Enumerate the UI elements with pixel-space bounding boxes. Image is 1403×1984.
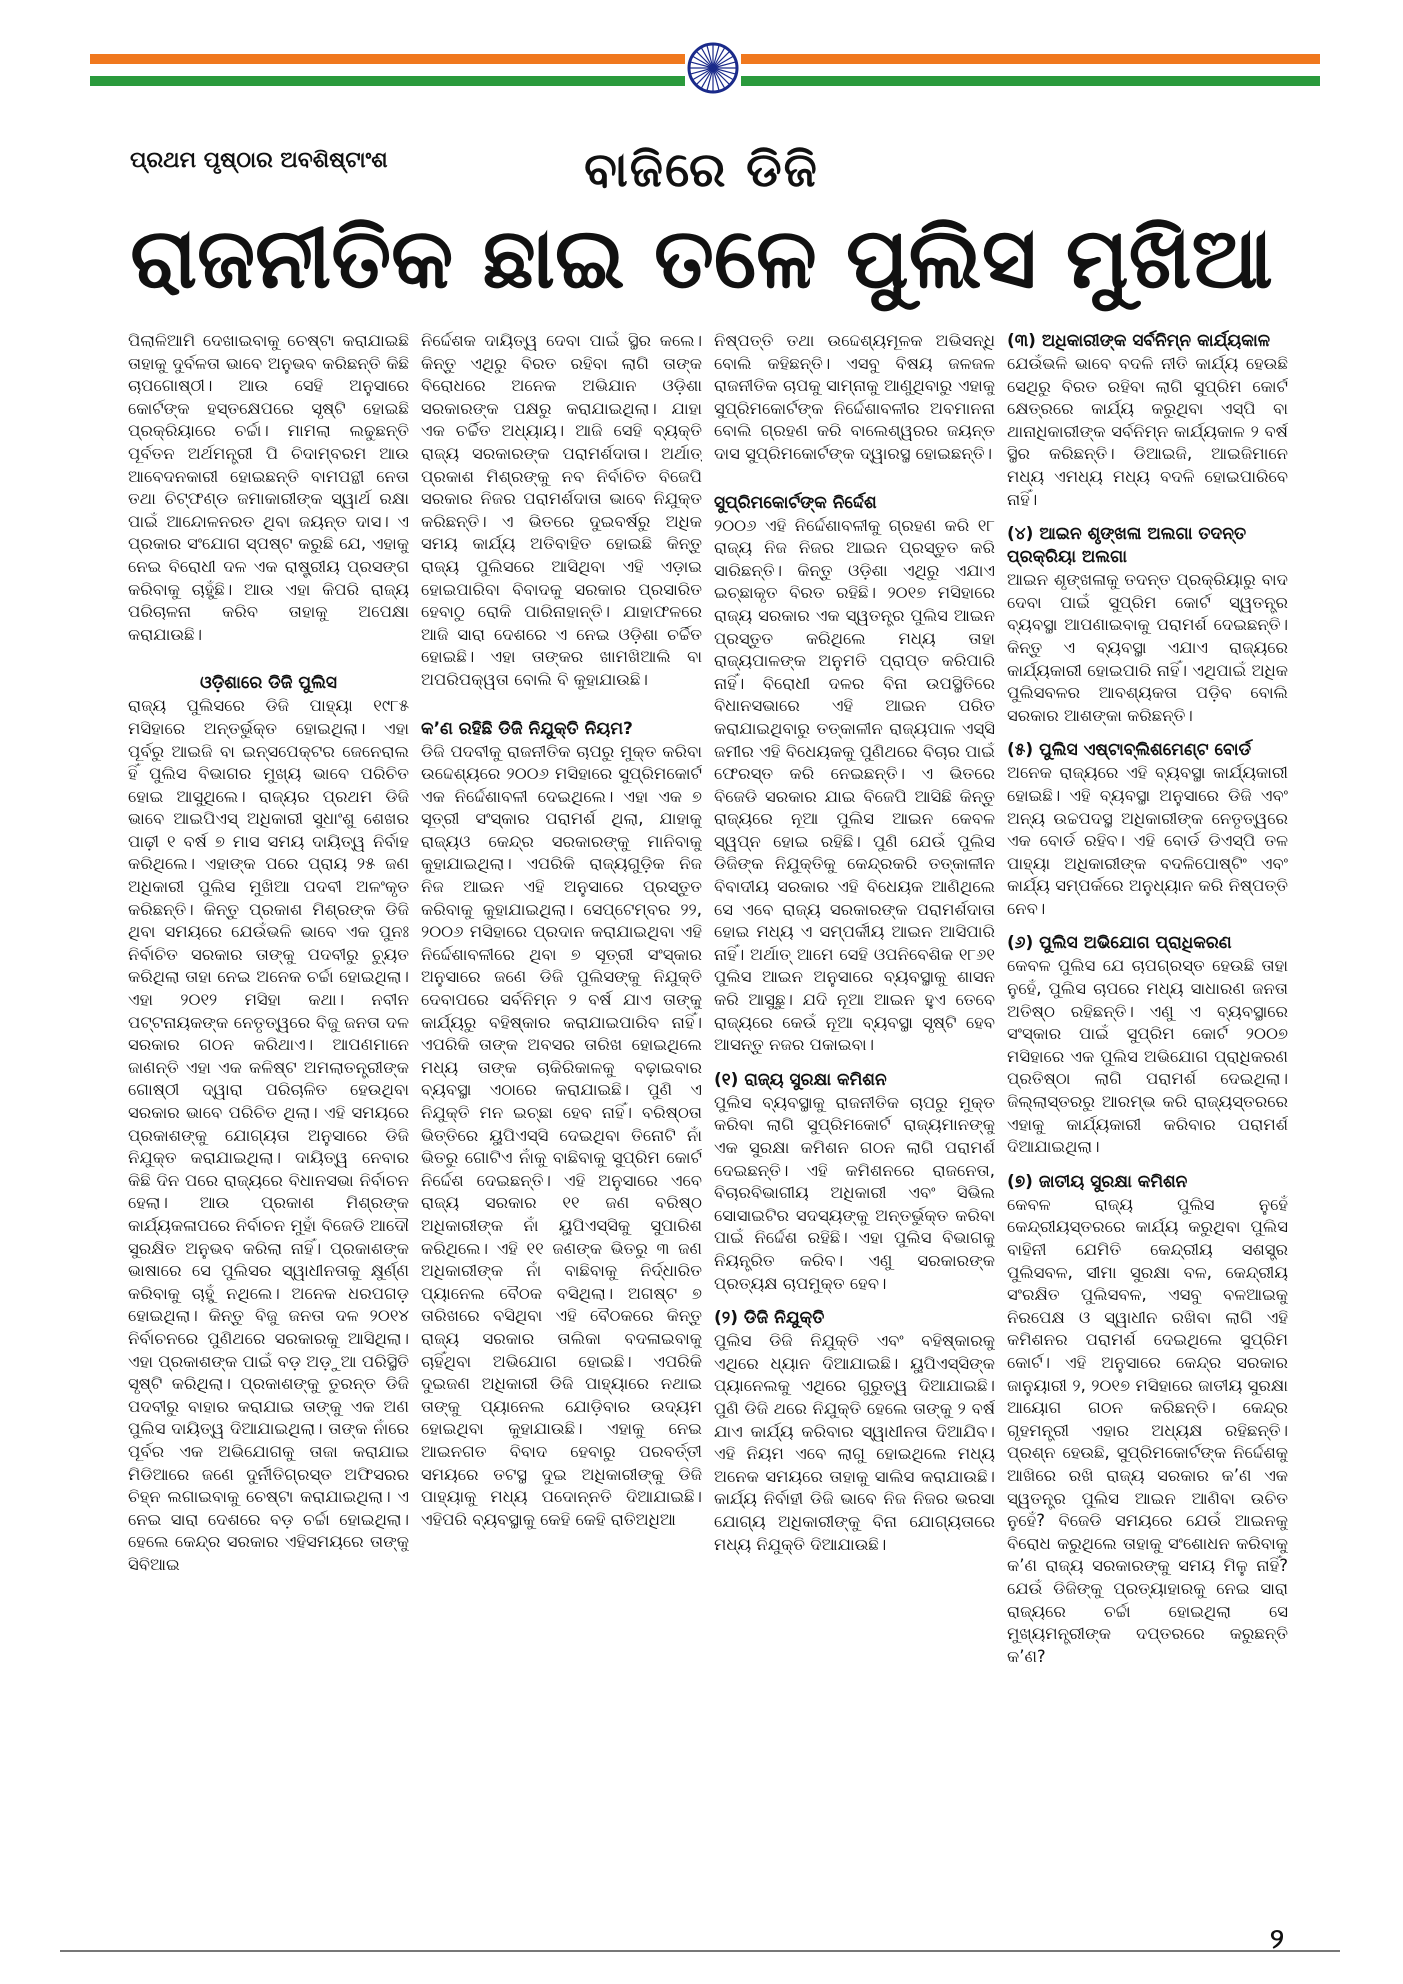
paragraph: ପୁଲିସ ଡିଜି ନିଯୁକ୍ତି ଏବଂ ବହିଷ୍କାରକୁ ଏଥିରେ ଧ୍ୟାନ ଦିଆଯାଇଛି। ୟୁପିଏସ୍‌ସିଙ୍କ ପ୍ୟାନେଲକୁ ଏଥିରେ ଗୁରୁତ୍ୱ ଦିଆଯାଇଛି। ପୁଣି ଡିଜି ଥରେ ନିଯୁକ୍ତି ହେଲେ ତାଙ୍କୁ ୨ ବର୍ଷ ଯାଏ କାର୍ଯ୍ୟ କରିବାର ସ୍ୱାଧୀନତା ଦିଆଯିବ। ଏହି ନିୟମ ଏବେ ଲାଗୁ ହୋଇଥିଲେ ମଧ୍ୟ ଅନେକ ସମୟରେ ତାହାକୁ ସାଲିସ କରାଯାଉଛି। କାର୍ଯ୍ୟ ନିର୍ବାହୀ ଡିଜି ଭାବେ ନିଜ ନିଜର ଭରସା ଯୋଗ୍ୟ ଅଧିକାରୀଙ୍କୁ ବିନା ଯୋଗ୍ୟତାରେ ମଧ୍ୟ ନିଯୁକ୍ତି ଦିଆଯାଉଛି। [714,1331,995,1554]
section-label: ପ୍ରଥମ ପୃଷ୍ଠାର ଅବଶିଷ୍ଟାଂଶ [130,148,388,173]
headline: ରାଜନୀତିକ ଛାଇ ତଳେ ପୁଲିସ ମୁଖିଆ [130,209,1273,307]
paragraph: ରାଜ୍ୟ ପୁଲିସରେ ଡିଜି ପାହ୍ୟା ୧୯୮୫ ମସିହାରେ ଅନ୍ତର୍ଭୁକ୍ତ ହୋଇଥିଲା। ଏହା ପୂର୍ବରୁ ଆଇଜି ବା ଇନ୍‌ସପେକ୍ଟର ଜେନେରାଲ ହିଁ ପୁଲିସ ବିଭାଗର ମୁଖ୍ୟ ଭାବେ ପରିଚିତ ହୋଇ ଆସୁଥିଲେ। ରାଜ୍ୟର ପ୍ରଥମ ଡିଜି ଭାବେ ଆଇପିଏସ୍ ଅଧିକାରୀ ସୁଧାଂଶୁ ଶେଖର ପାଢ଼ୀ ୧ ବର୍ଷ ୭ ମାସ ସମୟ ଦାୟିତ୍ୱ ନିର୍ବାହ କରିଥିଲେ। ଏହାଙ୍କ ପରେ ପ୍ରାୟ ୨୫ ଜଣ ଅଧିକାରୀ ପୁଲିସ ମୁଖିଆ ପଦବୀ ଅଳଂକୃତ କରିଛନ୍ତି। କିନ୍ତୁ ପ୍ରକାଶ ମିଶ୍ରଙ୍କ ଡିଜି ଥିବା ସମୟରେ ଯେଉଁଭଳି ଭାବେ ଏକ ପୁନଃ ନିର୍ବାଚିତ ସରକାର ତାଙ୍କୁ ପଦବୀରୁ ଚ୍ୟୁତ କରିଥିଲା ତାହା ନେଇ ଅନେକ ଚର୍ଚ୍ଚା ହୋଇଥିଲା। ଏହା ୨୦୧୨ ମସିହା କଥା। ନବୀନ ପଟ୍ଟନାୟକଙ୍କ ନେତୃତ୍ୱରେ ବିଜୁ ଜନତା ଦଳ ସରକାର ଗଠନ କରିଥାଏ। ଆପଣମାନେ ଜାଣନ୍ତି ଏହା ଏକ କଳିଷ୍ଟ ଅମଲାତନ୍ତ୍ରୀଙ୍କ ଗୋଷ୍ଠୀ ଦ୍ୱାରା ପରିଚାଳିତ ହେଉଥିବା ସରକାର ଭାବେ ପରିଚିତ ଥିଲା। ଏହି ସମୟରେ ପ୍ରକାଶଙ୍କୁ ଯୋଗ୍ୟତା ଅନୁସାରେ ଡିଜି ନିଯୁକ୍ତ କରାଯାଇଥିଲା। ଦାୟିତ୍ୱ ନେବାର କିଛି ଦିନ ପରେ ରାଜ୍ୟରେ ବିଧାନସଭା ନିର୍ବାଚନ ହେଲା। ଆଉ ପ୍ରକାଶ ମିଶ୍ରଙ୍କ କାର୍ଯ୍ୟକଳାପରେ ନିର୍ବାଚନ ମୁହାଁ ବିଜେଡି ଆଦୌ ସୁରକ୍ଷିତ ଅନୁଭବ କରିଲା ନାହିଁ। ପ୍ରକାଶଙ୍କ ଭାଷାରେ ସେ ପୁଲିସର ସ୍ୱାଧୀନତାକୁ କ୍ଷୁର୍ଣ୍ଣ କରିବାକୁ ଚାହୁଁ ନଥିଲେ। ଅନେକ ଧରପଗଡ଼ ହୋଇଥିଲା। କିନ୍ତୁ ବିଜୁ ଜନତା ଦଳ ୨୦୧୪ ନିର୍ବାଚନରେ ପୁଣିଥରେ ସରକାରକୁ ଆସିଥିଲା। ଏହା ପ୍ରକାଶଙ୍କ ପାଇଁ ବଡ଼ ଅଡ଼ୁଆ ପରିସ୍ଥିତି ସୃଷ୍ଟି କରିଥିଲା। ପ୍ରକାଶଙ୍କୁ ତୁରନ୍ତ ଡିଜି ପଦବୀରୁ ବାହାର କରାଯାଇ ତାଙ୍କୁ ଏକ ଅଣ ପୁଲିସ ଦାୟିତ୍ୱ ଦିଆଯାଇଥିଲା। ତାଙ୍କ ନାଁରେ ପୂର୍ବର ଏକ ଅଭିଯୋଗକୁ ତାଜା କରାଯାଇ ମିଡିଆରେ ଜଣେ ଦୁର୍ନୀତିଗ୍ରସ୍ତ ଅଫିସରର ଚିହ୍ନ ଲଗାଇବାକୁ ଚେଷ୍ଟା କରାଯାଇଥିଲା। ଏ ନେଇ ସାରା ଦେଶରେ ବଡ଼ ଚର୍ଚ୍ଚା ହୋଇଥିଲା। ହେଲେ କେନ୍ଦ୍ର ସରକାର ଏହିସମୟରେ ତାଙ୍କୁ ସିବିଆଇ [128,696,409,1574]
paragraph: ପିଲାଳିଆମି ଦେଖାଇବାକୁ ଚେଷ୍ଟା କରାଯାଇଛି ତାହାକୁ ଦୁର୍ବଳତା ଭାବେ ଅନୁଭବ କରିଛନ୍ତି କିଛି ଚାପଗୋଷ୍ଠୀ। ଆଉ ସେହି ଅନୁସାରେ କୋର୍ଟଙ୍କ ହସ୍ତକ୍ଷେପରେ ସୃଷ୍ଟି ହୋଇଛି ପ୍ରକ୍ରିୟାରେ ଚର୍ଚ୍ଚା। ମାମଲା ଲଢୁଛନ୍ତି ପୂର୍ବତନ ଅର୍ଥମନ୍ତ୍ରୀ ପି ଚିଦାମ୍ବରମ ଆଉ ଆବେଦନକାରୀ ହୋଇଛନ୍ତି ବାମପନ୍ଥୀ ନେତା ତଥା ଚିଟ୍‌ଫଣ୍ଡ ଜମାକାରୀଙ୍କ ସ୍ୱାର୍ଥ ରକ୍ଷା ପାଇଁ ଆନ୍ଦୋଳନରତ ଥିବା ଜୟନ୍ତ ଦାସ। ଏ ପ୍ରକାର ସଂଯୋଗ ସ୍ପଷ୍ଟ କରୁଛି ଯେ, ଏହାକୁ ନେଇ ବିରୋଧୀ ଦଳ ଏକ ରାଷ୍ଟ୍ରୀୟ ପ୍ରସଙ୍ଗ କରିବାକୁ ଚାହୁଁଛି। ଆଉ ଏହା କିପରି ରାଜ୍ୟ ପରିଚାଳନା କରିବ ତାହାକୁ ଅପେକ୍ଷା କରାଯାଉଛି। [128,331,409,644]
paragraph: ନିଷ୍ପତ୍ତି ତଥା ଉଦ୍ଦେଶ୍ୟମୂଳକ ଅଭିସନ୍ଧି ବୋଲି କହିଛନ୍ତି। ଏସବୁ ବିଷୟ ଜଳଜଳ ରାଜନୀତିକ ଚାପକୁ ସାମ୍ନାକୁ ଆଣୁଥିବାରୁ ଏହାକୁ ସୁପ୍ରିମକୋର୍ଟଙ୍କ ନିର୍ଦ୍ଦେଶାବଳୀର ଅବମାନନା ବୋଲି ଗ୍ରହଣ କରି ବାଲେଶ୍ୱରର ଜୟନ୍ତ ଦାସ ସୁପ୍ରିମକୋର୍ଟଙ୍କ ଦ୍ୱାରସ୍ଥ ହୋଇଛନ୍ତି। [714,331,995,463]
subheading: ସୁପ୍ରିମକୋର୍ଟଙ୍କ ନିର୍ଦ୍ଦେଶ [714,492,877,513]
subheading: କ’ଣ ରହିଛି ଡିଜି ନିଯୁକ୍ତି ନିୟମ? [421,718,633,739]
paragraph: କେବଳ ପୁଲିସ ଯେ ଚାପଗ୍ରସ୍ତ ହେଉଛି ତାହା ନୁହେଁ, ପୁଲିସ ଚାପରେ ମଧ୍ୟ ସାଧାରଣ ଜନତା ଅତିଷ୍ଠ ରହିଛନ୍ତି। ଏଣୁ ଏ ବ୍ୟବସ୍ଥାରେ ସଂସ୍କାର ପାଇଁ ସୁପ୍ରିମ କୋର୍ଟ ୨୦୦୭ ମସିହାରେ ଏକ ପୁଲିସ ଅଭିଯୋଗ ପ୍ରାଧିକରଣ ପ୍ରତିଷ୍ଠା ଲାଗି ପରାମର୍ଶ ଦେଇଥିଲା। ଜିଲ୍ଲାସ୍ତରରୁ ଆରମ୍ଭ କରି ରାଜ୍ୟସ୍ତରରେ ଏହାକୁ କାର୍ଯ୍ୟକାରୀ କରିବାର ପରାମର୍ଶ ଦିଆଯାଇଥିଲା। [1007,956,1288,1157]
paragraph: ନିର୍ଦ୍ଦେଶକ ଦାୟିତ୍ୱ ଦେବା ପାଇଁ ସ୍ଥିର କଲେ। କିନ୍ତୁ ଏଥିରୁ ବିରତ ରହିବା ଲାଗି ତାଙ୍କ ବିରୋଧରେ ଅନେକ ଅଭିଯାନ ଓଡ଼ିଶା ସରକାରଙ୍କ ପକ୍ଷରୁ କରାଯାଇଥିଲା। ଯାହା ଏକ ଚର୍ଚ୍ଚିତ ଅଧ୍ୟାୟ। ଆଜି ସେହି ବ୍ୟକ୍ତି ରାଜ୍ୟ ସରକାରଙ୍କ ପରାମର୍ଶଦାତା। ଅର୍ଥାତ୍ ପ୍ରକାଶ ମିଶ୍ରଙ୍କୁ ନବ ନିର୍ବାଚିତ ବିଜେପି ସରକାର ନିଜର ପରାମର୍ଶଦାତା ଭାବେ ନିଯୁକ୍ତ କରିଛନ୍ତି। ଏ ଭିତରେ ଦୁଇବର୍ଷରୁ ଅଧିକ ସମୟ କାର୍ଯ୍ୟ ଅତିବାହିତ ହୋଇଛି କିନ୍ତୁ ରାଜ୍ୟ ପୁଲିସରେ ଆସିଥିବା ଏହି ଏଡ଼ାଇ ହୋଇପାରିବା ବିବାଦକୁ ସରକାର ପ୍ରସାରିତ ହେବାଠୁ ରୋକି ପାରିନାହାନ୍ତି। ଯାହାଫଳରେ ଆଜି ସାରା ଦେଶରେ ଏ ନେଇ ଓଡ଼ିଶା ଚର୍ଚ୍ଚିତ ହୋଇଛି। ଏହା ତାଙ୍କର ଖାମଖିଆଲି ବା ଅପରିପକ୍ୱତା ବୋଲି ବି କୁହାଯାଉଛି। [421,331,702,689]
footer-rule [60,1950,1340,1952]
subheading: (୪) ଆଇନ ଶୃଙ୍ଖଳା ଅଲଗା ତଦନ୍ତ ପ୍ରକ୍ରିୟା ଅଲଗା [1007,524,1247,568]
ashoka-chakra-icon [685,40,741,96]
subheading: (୫) ପୁଲିସ ଏଷ୍ଟାବ୍ଲିଶମେଣ୍ଟ ବୋର୍ଡ [1007,740,1252,761]
column-1 [128,330,409,1920]
paragraph: ପୁଲିସ ବ୍ୟବସ୍ଥାକୁ ରାଜନୀତିକ ଚାପରୁ ମୁକ୍ତ କରିବା ଲାଗି ସୁପ୍ରିମକୋର୍ଟ ରାଜ୍ୟମାନଙ୍କୁ ଏକ ସୁରକ୍ଷା କମିଶନ ଗଠନ ଲାଗି ପରାମର୍ଶ ଦେଇଛନ୍ତି। ଏହି କମିଶନରେ ରାଜନେତା, ବିଚାରବିଭାଗୀୟ ଅଧିକାରୀ ଏବଂ ସିଭିଲ ସୋସାଇଟିର ସଦସ୍ୟଙ୍କୁ ଅନ୍ତର୍ଭୁକ୍ତ କରିବା ପାଇଁ ନିର୍ଦ୍ଦେଶ ରହିଛି। ଏହା ପୁଲିସ ବିଭାଗକୁ ନିୟନ୍ତ୍ରିତ କରିବ। ଏଣୁ ସରକାରଙ୍କ ପ୍ରତ୍ୟକ୍ଷ ଚାପମୁକ୍ତ ହେବ। [714,1092,995,1293]
kicker: ବାଜିରେ ଡିଜି [584,142,819,198]
subheading: (୬) ପୁଲିସ ଅଭିଯୋଗ ପ୍ରାଧିକରଣ [1007,933,1232,954]
paragraph: ଆଇନ ଶୃଙ୍ଖଳାକୁ ତଦନ୍ତ ପ୍ରକ୍ରିୟାରୁ ବାଦ ଦେବା ପାଇଁ ସୁପ୍ରିମ କୋର୍ଟ ସ୍ୱତନ୍ତ୍ର ବ୍ୟବସ୍ଥା ଆପଣାଇବାକୁ ପରାମର୍ଶ ଦେଇଛନ୍ତି। କିନ୍ତୁ ଏ ବ୍ୟବସ୍ଥା ଏଯାଏ ରାଜ୍ୟରେ କାର୍ଯ୍ୟକାରୀ ହୋଇପାରି ନାହିଁ। ଏଥିପାଇଁ ଅଧିକ ପୁଲିସବଳର ଆବଶ୍ୟକତା ପଡ଼ିବ ବୋଲି ସରକାର ଆଶଙ୍କା କରିଛନ୍ତି। [1007,570,1288,725]
paragraph: ଡିଜି ପଦବୀକୁ ରାଜନୀତିକ ଚାପରୁ ମୁକ୍ତ କରିବା ଉଦ୍ଦେଶ୍ୟରେ ୨୦୦୬ ମସିହାରେ ସୁପ୍ରିମକୋର୍ଟ ଏକ ନିର୍ଦ୍ଦେଶାବଳୀ ଦେଇଥିଲେ। ଏହା ଏକ ୭ ସୂତ୍ରୀ ସଂସ୍କାର ପରାମର୍ଶ ଥିଲା, ଯାହାକୁ ରାଜ୍ୟଓ କେନ୍ଦ୍ର ସରକାରଙ୍କୁ ମାନିବାକୁ କୁହାଯାଇଥିଲା। ଏପରିକି ରାଜ୍ୟଗୁଡ଼ିକ ନିଜ ନିଜ ଆଇନ ଏହି ଅନୁସାରେ ପ୍ରସ୍ତୁତ କରିବାକୁ କୁହାଯାଇଥିଲା। ସେପ୍ଟେମ୍ବର ୨୨, ୨୦୦୬ ମସିହାରେ ପ୍ରଦାନ କରାଯାଇଥିବା ଏହି ନିର୍ଦ୍ଦେଶାବଳୀରେ ଥିବା ୭ ସୂତ୍ରୀ ସଂସ୍କାର ଅନୁସାରେ ଜଣେ ଡିଜି ପୁଲିସଙ୍କୁ ନିଯୁକ୍ତି ଦେବାପରେ ସର୍ବନିମ୍ନ ୨ ବର୍ଷ ଯାଏ ତାଙ୍କୁ କାର୍ଯ୍ୟରୁ ବହିଷ୍କାର କରାଯାଇପାରିବ ନାହିଁ। ଏପରିକି ତାଙ୍କ ଅବସର ତାରିଖ ହୋଇଥିଲେ ମଧ୍ୟ ତାଙ୍କ ଚାକିରିକାଳକୁ ବଢ଼ାଇବାର ବ୍ୟବସ୍ଥା ଏଠାରେ କରାଯାଇଛି। ପୁଣି ଏ ନିଯୁକ୍ତି ମନ ଇଚ୍ଛା ହେବ ନାହିଁ। ବରିଷ୍ଠତା ଭିତ୍ତିରେ ୟୁପିଏସ୍‌ସି ଦେଇଥିବା ତିନୋଟି ନାଁ ଭିତରୁ ଗୋଟିଏ ନାଁକୁ ବାଛିବାକୁ ସୁପ୍ରିମ କୋର୍ଟ ନିର୍ଦ୍ଦେଶ ଦେଇଛନ୍ତି। ଏହି ଅନୁସାରେ ଏବେ ରାଜ୍ୟ ସରକାର ୧୧ ଜଣ ବରିଷ୍ଠ ଅଧିକାରୀଙ୍କ ନାଁ ୟୁପିଏସ୍‌ସିକୁ ସୁପାରିଶ କରିଥିଲେ। ଏହି ୧୧ ଜଣଙ୍କ ଭିତରୁ ୩ ଜଣ ଅଧିକାରୀଙ୍କ ନାଁ ବାଛିବାକୁ ନିର୍ଦ୍ଧାରିତ ପ୍ୟାନେଲ ବୈଠକ ବସିଥିଲା। ଅଗଷ୍ଟ ୭ ତାରିଖରେ ବସିଥିବା ଏହି ବୈଠକରେ କିନ୍ତୁ ରାଜ୍ୟ ସରକାର ତାଲିକା ବଦଳାଇବାକୁ ଚାହିଁଥିବା ଅଭିଯୋଗ ହୋଇଛି। ଏପରିକି ଦୁଇଜଣ ଅଧିକାରୀ ଡିଜି ପାହ୍ୟାରେ ନଥାଇ ତାଙ୍କୁ ପ୍ୟାନେଲ ଯୋଡ଼ିବାର ଉଦ୍ୟମ ହୋଇଥିବା କୁହାଯାଉଛି। ଏହାକୁ ନେଇ ଆଇନଗତ ବିବାଦ ହେବାରୁ ପରବର୍ତ୍ତୀ ସମୟରେ ତଟସ୍ଥ ଦୁଇ ଅଧିକାରୀଙ୍କୁ ଡିଜି ପାହ୍ୟାକୁ ମଧ୍ୟ ପଦୋନ୍ନତି ଦିଆଯାଇଛି। ଏହିପରି ବ୍ୟବସ୍ଥାକୁ କେହି କେହି ରାତିଅଧିଆ [421,741,702,1529]
subheading: (୨) ଡିଜି ନିଯୁକ୍ତି [714,1308,825,1329]
subheading: (୭) ଜାତୀୟ ସୁରକ୍ଷା କମିଶନ [1007,1171,1188,1192]
subheading: (୩) ଅଧିକାରୀଙ୍କ ସର୍ବନିମ୍ନ କାର୍ଯ୍ୟକାଳ [1007,331,1270,351]
paragraph: ଯେଉଁଭଳି ଭାବେ ବଦଳି ନୀତି କାର୍ଯ୍ୟ ହେଉଛି ସେଥିରୁ ବିରତ ରହିବା ଲାଗି ସୁପ୍ରିମ କୋର୍ଟ କ୍ଷେତ୍ରରେ କାର୍ଯ୍ୟ କରୁଥିବା ଏସ୍‌ପି ବା ଥାନାଧିକାରୀଙ୍କ ସର୍ବନିମ୍ନ କାର୍ଯ୍ୟକାଳ ୨ ବର୍ଷ ସ୍ଥିର କରିଛନ୍ତି। ଡିଆଇଜି, ଆଇଜିମାନେ ମଧ୍ୟ ଏମଧ୍ୟ ମଧ୍ୟ ବଦଳି ହୋଇପାରିବେ ନାହିଁ। [1007,354,1288,509]
column-2 [421,330,702,1920]
page-number: ୨ [1270,1922,1284,1955]
paragraph: ଅନେକ ରାଜ୍ୟରେ ଏହି ବ୍ୟବସ୍ଥା କାର୍ଯ୍ୟକାରୀ ହୋଇଛି। ଏହି ବ୍ୟବସ୍ଥା ଅନୁସାରେ ଡିଜି ଏବଂ ଅନ୍ୟ ଉଚ୍ଚପଦସ୍ଥ ଅଧିକାରୀଙ୍କ ନେତୃତ୍ୱରେ ଏକ ବୋର୍ଡ ରହିବ। ଏହି ବୋର୍ଡ ଡିଏସ୍‌ପି ତଳ ପାହ୍ୟା ଅଧିକାରୀଙ୍କ ବଦଳିପୋଷ୍ଟିଂ ଏବଂ କାର୍ଯ୍ୟ ସମ୍ପର୍କରେ ଅନୁଧ୍ୟାନ କରି ନିଷ୍ପତ୍ତି ନେବ। [1007,763,1288,918]
article-body [128,330,1288,1920]
paragraph: ୨୦୦୬ ଏହି ନିର୍ଦ୍ଦେଶାବଳୀକୁ ଗ୍ରହଣ କରି ୧୮ ରାଜ୍ୟ ନିଜ ନିଜର ଆଇନ ପ୍ରସ୍ତୁତ କରି ସାରିଛନ୍ତି। କିନ୍ତୁ ଓଡ଼ିଶା ଏଥିରୁ ଏଯାଏ ଇଚ୍ଛାକୃତ ବିରତ ରହିଛି। ୨୦୧୭ ମସିହାରେ ରାଜ୍ୟ ସରକାର ଏକ ସ୍ୱତନ୍ତ୍ର ପୁଲିସ ଆଇନ ପ୍ରସ୍ତୁତ କରିଥିଲେ ମଧ୍ୟ ତାହା ରାଜ୍ୟପାଳଙ୍କ ଅନୁମତି ପ୍ରାପ୍ତ କରିପାରି ନାହିଁ। ବିରୋଧୀ ଦଳର ବିନା ଉପସ୍ଥିତିରେ ବିଧାନସଭାରେ ଏହି ଆଇନ ପରିତ କରାଯାଇଥିବାରୁ ତତ୍‌କାଳୀନ ରାଜ୍ୟପାଳ ଏସ୍‌ସି ଜମୀର ଏହି ବିଧେୟକକୁ ପୁଣିଥରେ ବିଚାର ପାଇଁ ଫେରସ୍ତ କରି ନେଇଛନ୍ତି। ଏ ଭିତରେ ବିଜେଡି ସରକାର ଯାଇ ବିଜେପି ଆସିଛି କିନ୍ତୁ ରାଜ୍ୟରେ ନୂଆ ପୁଲିସ ଆଇନ କେବଳ ସ୍ୱପ୍ନ ହୋଇ ରହିଛି। ପୁଣି ଯେଉଁ ପୁଲିସ ଡିଜିଙ୍କ ନିଯୁକ୍ତିକୁ କେନ୍ଦ୍ରକରି ତତ୍‌କାଳୀନ ବିବାଦୀୟ ସରକାର ଏହି ବିଧେୟକ ଆଣିଥିଲେ ସେ ଏବେ ରାଜ୍ୟ ସରକାରଙ୍କ ପରାମର୍ଶଦାତା ହୋଇ ମଧ୍ୟ ଏ ସମ୍ପର୍କୀୟ ଆଇନ ଆସିପାରି ନାହିଁ। ଅର୍ଥାତ୍ ଆମେ ସେହି ଓପନିବେଶିକ ୧୮୬୧ ପୁଲିସ ଆଇନ ଅନୁସାରେ ବ୍ୟବସ୍ଥାକୁ ଶାସନ କରି ଆସୁଛୁ। ଯଦି ନୂଆ ଆଇନ ହୁଏ ତେବେ ରାଜ୍ୟରେ କେଉଁ ନୂଆ ବ୍ୟବସ୍ଥା ସୃଷ୍ଟି ହେବ ଆସନ୍ତୁ ନଜର ପକାଇବା। [714,515,995,1055]
paragraph: କେବଳ ରାଜ୍ୟ ପୁଲିସ ନୁହେଁ କେନ୍ଦ୍ରୀୟସ୍ତରରେ କାର୍ଯ୍ୟ କରୁଥିବା ପୁଲିସ ବାହିନୀ ଯେମିତି କେନ୍ଦ୍ରୀୟ ସଶସ୍ତ୍ର ପୁଲିସବଳ, ସୀମା ସୁରକ୍ଷା ବଳ, କେନ୍ଦ୍ରୀୟ ସଂରକ୍ଷିତ ପୁଲିସବଳ, ଏସବୁ ବଳଆଇକୁ ନିରପେକ୍ଷ ଓ ସ୍ୱାଧୀନ ରଖିବା ଲାଗି ଏହି କମିଶନର ପରାମର୍ଶ ଦେଇଥିଲେ ସୁପ୍ରିମ କୋର୍ଟ। ଏହି ଅନୁସାରେ କେନ୍ଦ୍ର ସରକାର ଜାନୁୟାରୀ ୨, ୨୦୧୭ ମସିହାରେ ଜାତୀୟ ସୁରକ୍ଷା ଆୟୋଗ ଗଠନ କରିଛନ୍ତି। କେନ୍ଦ୍ର ଗୃହମନ୍ତ୍ରୀ ଏହାର ଅଧ୍ୟକ୍ଷ ରହିଛନ୍ତି। ପ୍ରଶ୍ନ ହେଉଛି, ସୁପ୍ରିମକୋର୍ଟଙ୍କ ନିର୍ଦ୍ଦେଶକୁ ଆଖିରେ ରଖି ରାଜ୍ୟ ସରକାର କ’ଣ ଏକ ସ୍ୱତନ୍ତ୍ର ପୁଲିସ ଆଇନ ଆଣିବା ଉଚିତ ନୁହେଁ? ବିଜେଡି ସମୟରେ ଯେଉଁ ଆଇନକୁ ବିରୋଧ କରୁଥିଲେ ତାହାକୁ ସଂଶୋଧନ କରିବାକୁ କ’ଣ ରାଜ୍ୟ ସରକାରଙ୍କୁ ସମୟ ମିଳୁ ନାହିଁ? ଯେଉଁ ଡିଜିଙ୍କୁ ପ୍ରତ୍ୟାହାରକୁ ନେଇ ସାରା ରାଜ୍ୟରେ ଚର୍ଚ୍ଚା ହୋଇଥିଲା ସେ ମୁଖ୍ୟମନ୍ତ୍ରୀଙ୍କ ଦପ୍ତରରେ କରୁଛନ୍ତି କ’ଣ? [1007,1194,1288,1666]
tricolour-band [90,40,1320,100]
column-3 [714,330,995,1920]
subheading: ଓଡ଼ିଶାରେ ଡିଜି ପୁଲିସ [199,673,337,694]
column-4 [1007,330,1288,1920]
subheading: (୧) ରାଜ୍ୟ ସୁରକ୍ଷା କମିଶନ [714,1069,887,1090]
